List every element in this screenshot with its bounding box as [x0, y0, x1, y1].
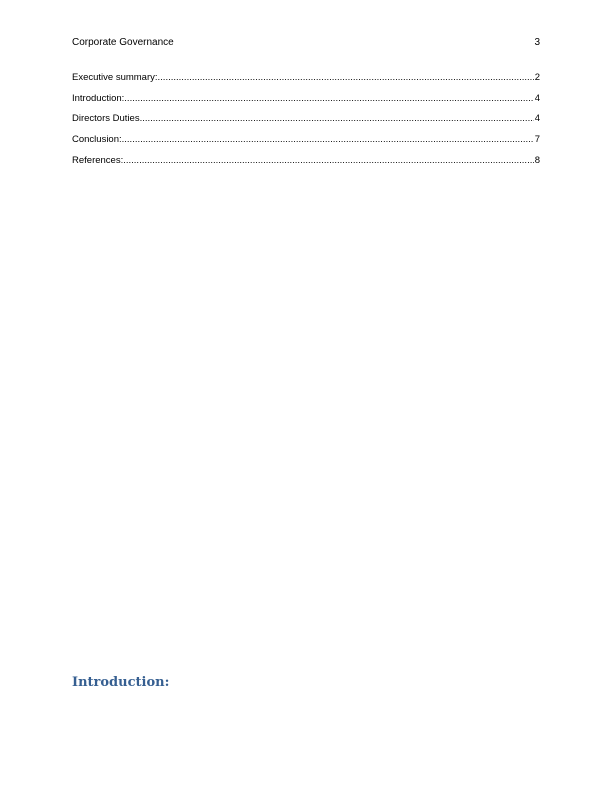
page-header [72, 36, 540, 50]
toc-entry-references[interactable] [72, 154, 540, 175]
table-of-contents [72, 71, 540, 174]
toc-entry-label: Directors Duties [72, 113, 140, 125]
page-number: 3 [534, 37, 540, 48]
toc-entry-page: 8 [534, 154, 540, 166]
toc-entry-directors-duties[interactable] [72, 112, 540, 133]
section-heading-introduction: Introduction: [72, 675, 170, 690]
toc-entry-page: 7 [534, 134, 540, 146]
toc-leader-dots [123, 154, 533, 168]
toc-entry-executive-summary[interactable] [72, 71, 540, 92]
toc-leader-dots [124, 92, 533, 106]
toc-leader-dots [140, 112, 534, 126]
toc-entry-page: 2 [534, 72, 540, 83]
toc-leader-dots [158, 71, 534, 85]
toc-entry-introduction[interactable] [72, 92, 540, 113]
toc-leader-dots [122, 133, 534, 147]
toc-entry-page: 4 [534, 92, 540, 104]
toc-entry-page: 4 [534, 113, 540, 125]
toc-entry-label: References: [72, 154, 124, 166]
toc-entry-label: Executive summary: [72, 72, 158, 83]
toc-entry-conclusion[interactable] [72, 133, 540, 154]
header-title: Corporate Governance [72, 37, 174, 48]
toc-entry-label: Conclusion: [72, 134, 122, 146]
toc-entry-label: Introduction: [72, 92, 125, 104]
